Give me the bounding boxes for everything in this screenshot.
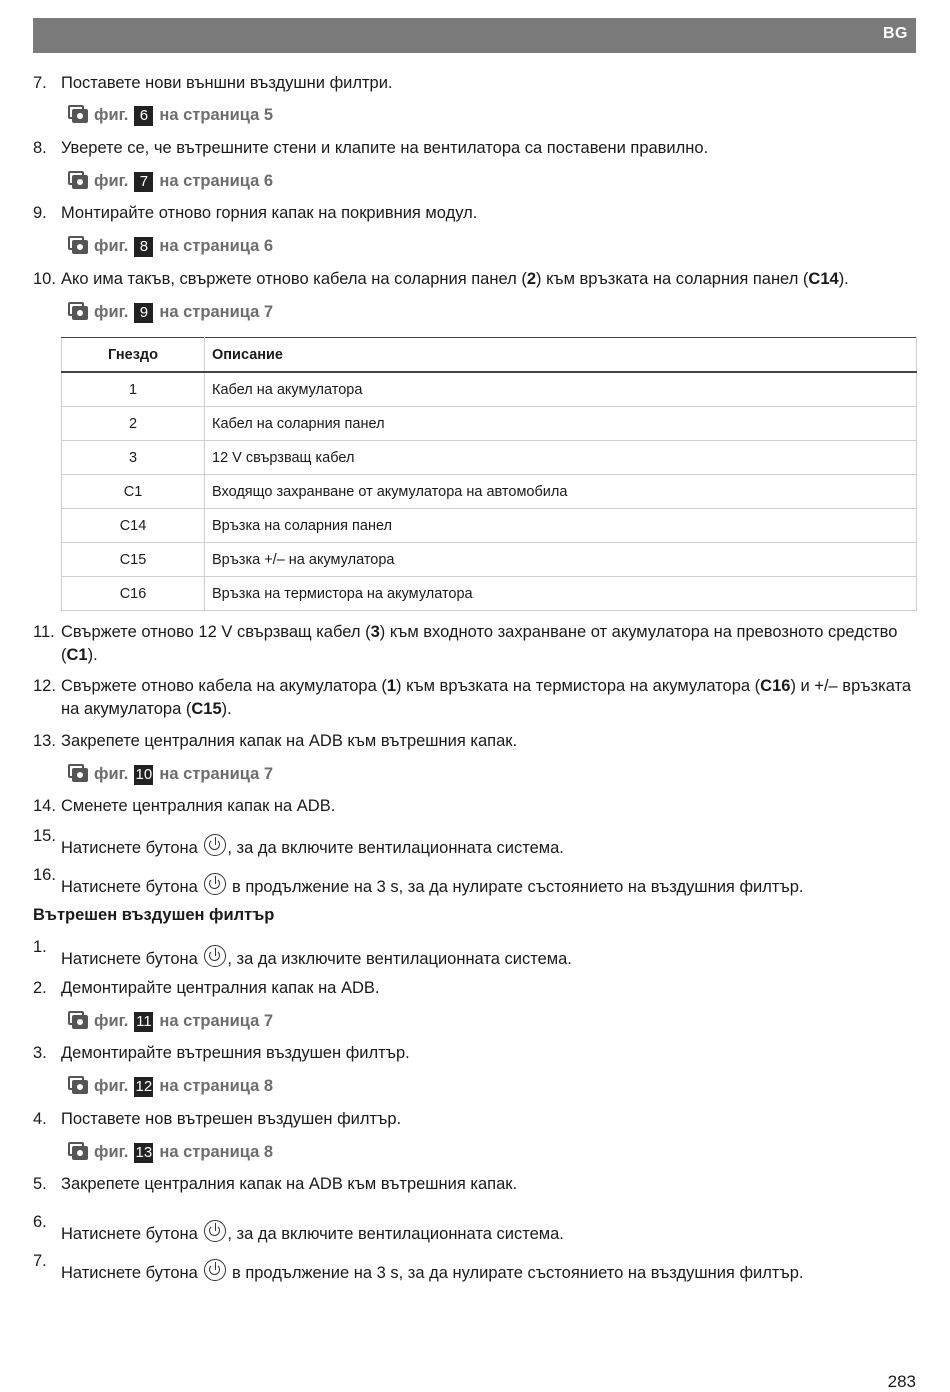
figure-reference[interactable] <box>68 1010 273 1032</box>
step-text: Монтирайте отново горния капак на покривния модул. <box>61 204 478 222</box>
fig-label: фиг. <box>94 1012 129 1030</box>
language-code: BG <box>883 25 908 42</box>
camera-icon <box>68 1076 88 1094</box>
fig-label: фиг. <box>94 1077 129 1095</box>
figure-reference[interactable] <box>68 1075 273 1097</box>
step-text: Ако има такъв, свържете отново кабела на соларния панел (2) към връзката на соларния панел (C14). <box>61 270 849 288</box>
step-number: 11. <box>33 623 55 641</box>
step-text: Закрепете централния капак на ADB към вътрешния капак. <box>61 1175 518 1193</box>
column-header: Описание <box>205 338 917 373</box>
step-number: 2. <box>33 979 47 997</box>
table-cell: 12 V свързващ кабел <box>205 441 917 475</box>
step-text: Натиснете бутона в продължение на 3 s, за да нулирате състоянието на въздушния филтър. <box>61 873 913 899</box>
page-number: 283 <box>887 1372 916 1391</box>
fig-label: фиг. <box>94 172 129 190</box>
figure-reference[interactable] <box>68 301 273 323</box>
table-row <box>62 509 917 543</box>
step-number: 15. <box>33 827 56 845</box>
step-text: Сменете централния капак на ADB. <box>61 797 336 815</box>
step-text: Натиснете бутона в продължение на 3 s, за да нулирате състоянието на въздушния филтър. <box>61 1259 913 1285</box>
fig-label: фиг. <box>94 106 129 124</box>
step-text: Уверете се, че вътрешните стени и клапите на вентилатора са поставени правилно. <box>61 139 709 157</box>
table-row <box>62 441 917 475</box>
fig-page: на страница 7 <box>159 765 274 783</box>
camera-icon <box>68 1142 88 1160</box>
fig-label: фиг. <box>94 1143 129 1161</box>
step-text: Поставете нови външни въздушни филтри. <box>61 74 393 92</box>
step-text: Свържете отново кабела на акумулатора (1) към връзката на термистора на акумулатора (C16) и +/– връзката на акумулатора (C15). <box>61 677 912 718</box>
figure-reference[interactable] <box>68 170 273 192</box>
step-number: 13. <box>33 732 56 750</box>
camera-icon <box>68 236 88 254</box>
table-cell: 2 <box>62 407 205 441</box>
table-cell: C16 <box>62 577 205 611</box>
power-button-icon <box>204 945 226 967</box>
table-row <box>62 543 917 577</box>
fig-number: 11 <box>136 1013 152 1030</box>
fig-number: 12 <box>135 1078 153 1095</box>
step-number: 14. <box>33 797 56 815</box>
fig-page: на страница 6 <box>159 172 274 190</box>
step-text: Демонтирайте вътрешния въздушен филтър. <box>61 1044 410 1062</box>
step-number: 3. <box>33 1044 47 1062</box>
fig-label: фиг. <box>94 765 129 783</box>
step-number: 7. <box>33 74 47 92</box>
table-cell: 3 <box>62 441 205 475</box>
table-row <box>62 475 917 509</box>
figure-reference[interactable] <box>68 1141 273 1163</box>
step-number: 16. <box>33 866 56 884</box>
step-number: 8. <box>33 139 47 157</box>
step-number: 9. <box>33 204 47 222</box>
step-number: 6. <box>33 1213 47 1231</box>
table-cell: Кабел на акумулатора <box>205 372 917 407</box>
table-row <box>62 577 917 611</box>
table-cell: 1 <box>62 372 205 407</box>
step-number: 1. <box>33 938 47 956</box>
power-button-icon <box>204 1259 226 1281</box>
fig-number: 13 <box>135 1144 153 1161</box>
step-text: Натиснете бутона , за да включите вентилационната система. <box>61 1220 913 1246</box>
fig-number: 8 <box>134 237 153 257</box>
camera-icon <box>68 302 88 320</box>
fig-page: на страница 6 <box>159 237 274 255</box>
step-text: Демонтирайте централния капак на ADB. <box>61 979 380 997</box>
camera-icon <box>68 1011 88 1029</box>
table-header-row <box>62 338 917 373</box>
section-heading: Вътрешен въздушен филтър <box>33 906 275 924</box>
step-text: Поставете нов вътрешен въздушен филтър. <box>61 1110 402 1128</box>
fig-page: на страница 7 <box>159 1012 274 1030</box>
fig-label: фиг. <box>94 303 129 321</box>
table-cell: Връзка на термистора на акумулатора <box>205 577 917 611</box>
table-cell: Връзка +/– на акумулатора <box>205 543 917 577</box>
step-number: 10. <box>33 270 56 288</box>
fig-number: 6 <box>134 106 153 126</box>
header-bar <box>33 18 916 53</box>
step-number: 5. <box>33 1175 47 1193</box>
figure-reference[interactable] <box>68 763 273 785</box>
step-text: Закрепете централния капак на ADB към вътрешния капак. <box>61 732 518 750</box>
fig-page: на страница 7 <box>159 303 274 321</box>
table-cell: Входящо захранване от акумулатора на автомобила <box>205 475 917 509</box>
table-cell: C15 <box>62 543 205 577</box>
step-text: Свържете отново 12 V свързващ кабел (3) към входното захранване от акумулатора на превозното средство (C1). <box>61 623 898 664</box>
fig-number: 9 <box>134 303 153 323</box>
step-number: 4. <box>33 1110 47 1128</box>
column-header: Гнездо <box>62 338 205 373</box>
camera-icon <box>68 764 88 782</box>
step-text: Натиснете бутона , за да изключите вентилационната система. <box>61 945 913 971</box>
socket-table <box>61 337 917 611</box>
camera-icon <box>68 105 88 123</box>
fig-label: фиг. <box>94 237 129 255</box>
table-cell: Връзка на соларния панел <box>205 509 917 543</box>
fig-page: на страница 8 <box>159 1077 274 1095</box>
fig-number: 7 <box>134 172 153 192</box>
table-row <box>62 372 917 407</box>
figure-reference[interactable] <box>68 235 273 257</box>
step-number: 12. <box>33 677 56 695</box>
power-button-icon <box>204 873 226 895</box>
table-cell: C14 <box>62 509 205 543</box>
fig-number: 10 <box>135 766 153 783</box>
step-text: Натиснете бутона , за да включите вентилационната система. <box>61 834 913 860</box>
fig-page: на страница 5 <box>159 106 274 124</box>
figure-reference[interactable] <box>68 104 273 126</box>
fig-page: на страница 8 <box>159 1143 274 1161</box>
power-button-icon <box>204 834 226 856</box>
step-number: 7. <box>33 1252 47 1270</box>
power-button-icon <box>204 1220 226 1242</box>
table-row <box>62 407 917 441</box>
camera-icon <box>68 171 88 189</box>
table-cell: Кабел на соларния панел <box>205 407 917 441</box>
table-cell: C1 <box>62 475 205 509</box>
